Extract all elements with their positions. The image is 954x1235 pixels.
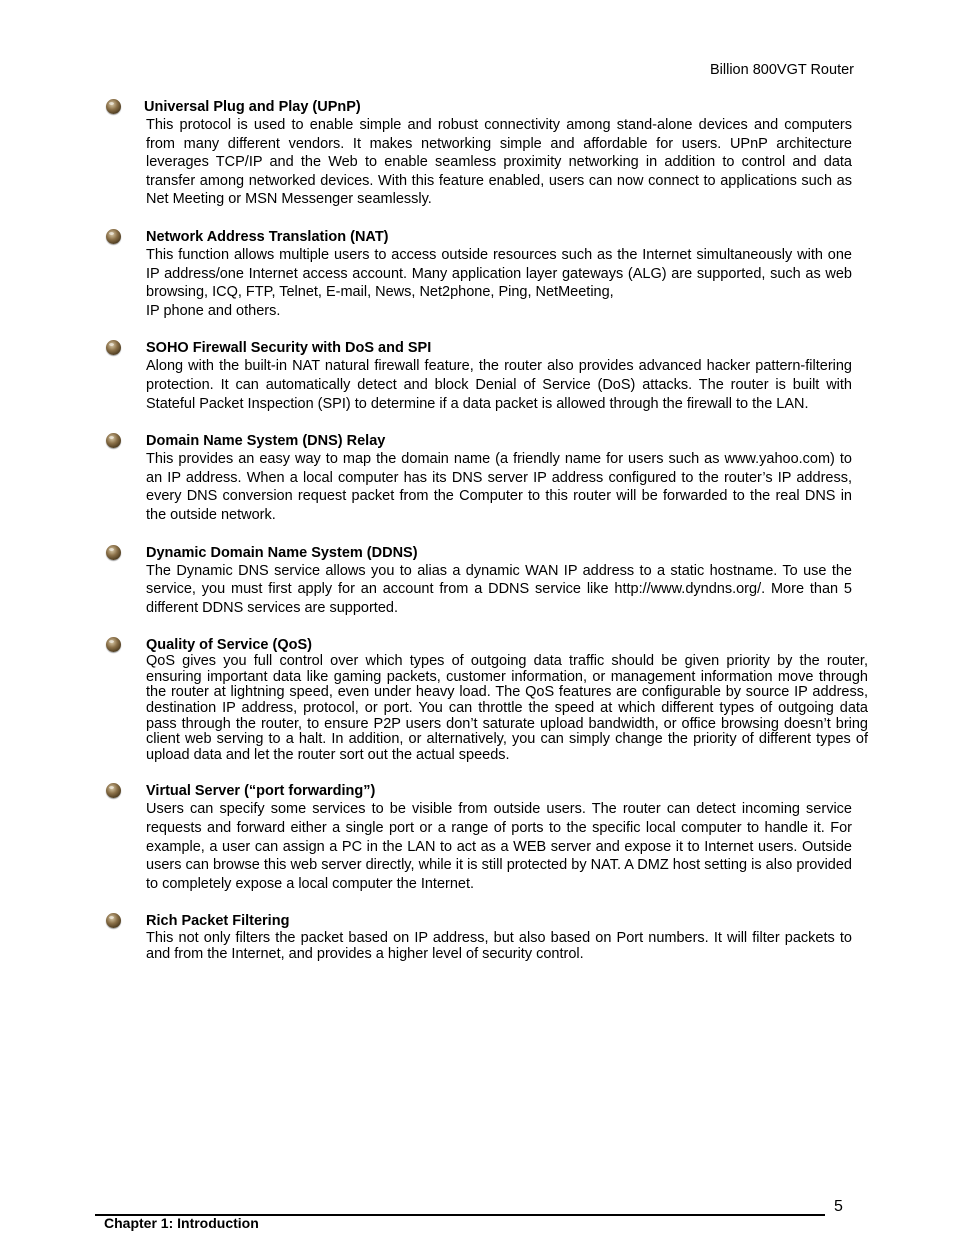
feature-virtual-server bbox=[0, 782, 954, 893]
feature-list bbox=[0, 98, 954, 981]
feature-firewall bbox=[0, 339, 954, 413]
feature-title: Dynamic Domain Name System (DDNS) bbox=[146, 544, 418, 561]
feature-title: Rich Packet Filtering bbox=[146, 913, 290, 930]
feature-body-extra: IP phone and others. bbox=[146, 302, 281, 319]
feature-body: This protocol is used to enable simple and robust connectivity among stand-alone devices and computers from many different vendors. It makes networking simple and affordable for users. UPnP architecture leverages TCP/IP and the Web to enable seamless proximity networking in addition to control and data transfer among networked devices. With this feature enabled, users can now connect to applications such as Net Meeting or MSN Messenger seamlessly. bbox=[146, 117, 852, 208]
bullet-icon bbox=[106, 637, 121, 652]
feature-body: Along with the built-in NAT natural firewall feature, the router also provides advanced hacker pattern-filtering protection. It can automatically detect and block Denial of Service (DoS) attacks. The router is built with Stateful Packet Inspection (SPI) to determine if a data packet is allowed through the firewall to the LAN. bbox=[146, 358, 852, 412]
document-header: Billion 800VGT Router bbox=[709, 62, 854, 78]
feature-nat bbox=[0, 228, 954, 320]
bullet-icon bbox=[106, 99, 121, 114]
feature-dns-relay bbox=[0, 432, 954, 524]
feature-title: Virtual Server (“port forwarding”) bbox=[146, 783, 376, 800]
feature-title: Quality of Service (QoS) bbox=[146, 637, 312, 654]
bullet-icon bbox=[106, 340, 121, 355]
feature-title: Domain Name System (DNS) Relay bbox=[146, 433, 386, 450]
feature-body: Users can specify some services to be visible from outside users. The router can detect incoming service requests and forward either a single port or a range of ports to the specific local computer to handle it. For example, a user can assign a PC in the LAN to act as a WEB server and expose it to Internet users. Outside users can browse this web server directly, while it is still protected by NAT. A DMZ host setting is also provided to completely expose a local computer the Internet. bbox=[146, 801, 852, 892]
feature-qos bbox=[0, 636, 954, 763]
footer-chapter-label: Chapter 1: Introduction bbox=[104, 1215, 259, 1231]
feature-title: SOHO Firewall Security with DoS and SPI bbox=[146, 340, 432, 357]
feature-ddns bbox=[0, 544, 954, 618]
bullet-icon bbox=[106, 229, 121, 244]
bullet-icon bbox=[106, 433, 121, 448]
feature-body: This not only filters the packet based on IP address, but also based on Port numbers. It will filter packets to and from the Internet, and provides a higher level of security control. bbox=[146, 930, 852, 963]
feature-body: This function allows multiple users to access outside resources such as the Internet simultaneously with one IP address/one Internet access account. Many application layer gateways (ALG) are supported, such as web browsing, ICQ, FTP, Telnet, E-mail, News, Net2phone, Ping, NetMeeting, bbox=[146, 246, 852, 301]
feature-body: The Dynamic DNS service allows you to alias a dynamic WAN IP address to a static hostname. To use the service, you must first apply for an account from a DDNS service like http://www.dyndns.org/. More than 5 different DDNS services are supported. bbox=[146, 562, 852, 616]
bullet-icon bbox=[106, 913, 121, 928]
feature-upnp bbox=[0, 98, 954, 209]
bullet-icon bbox=[106, 545, 121, 560]
feature-body: QoS gives you full control over which types of outgoing data traffic should be given priority by the router, ensuring important data like gaming packets, customer information, or management information move through the router at lightning speed, even under heavy load. The QoS features are configurable by source IP address, destination IP address, protocol, or port. You can throttle the speed at which different types of outgoing data pass through the router, to ensure P2P users don’t saturate upload bandwidth, or office browsing doesn’t bring client web serving to a halt. In addition, or alternatively, you can simply change the priority of different types of upload data and let the router sort out the actual speeds. bbox=[146, 653, 868, 763]
bullet-icon bbox=[106, 783, 121, 798]
feature-title: Universal Plug and Play (UPnP) bbox=[144, 99, 361, 115]
feature-packet-filtering bbox=[0, 912, 954, 962]
page-number: 5 bbox=[834, 1198, 843, 1215]
feature-body: This provides an easy way to map the domain name (a friendly name for users such as www.yahoo.com) to an IP address. When a local computer has its DNS server IP address configured to the router’s IP address, every DNS conversion request packet from the Computer to this router will be forwarded to the real DNS in the outside network. bbox=[146, 451, 852, 523]
feature-title: Network Address Translation (NAT) bbox=[146, 228, 389, 245]
